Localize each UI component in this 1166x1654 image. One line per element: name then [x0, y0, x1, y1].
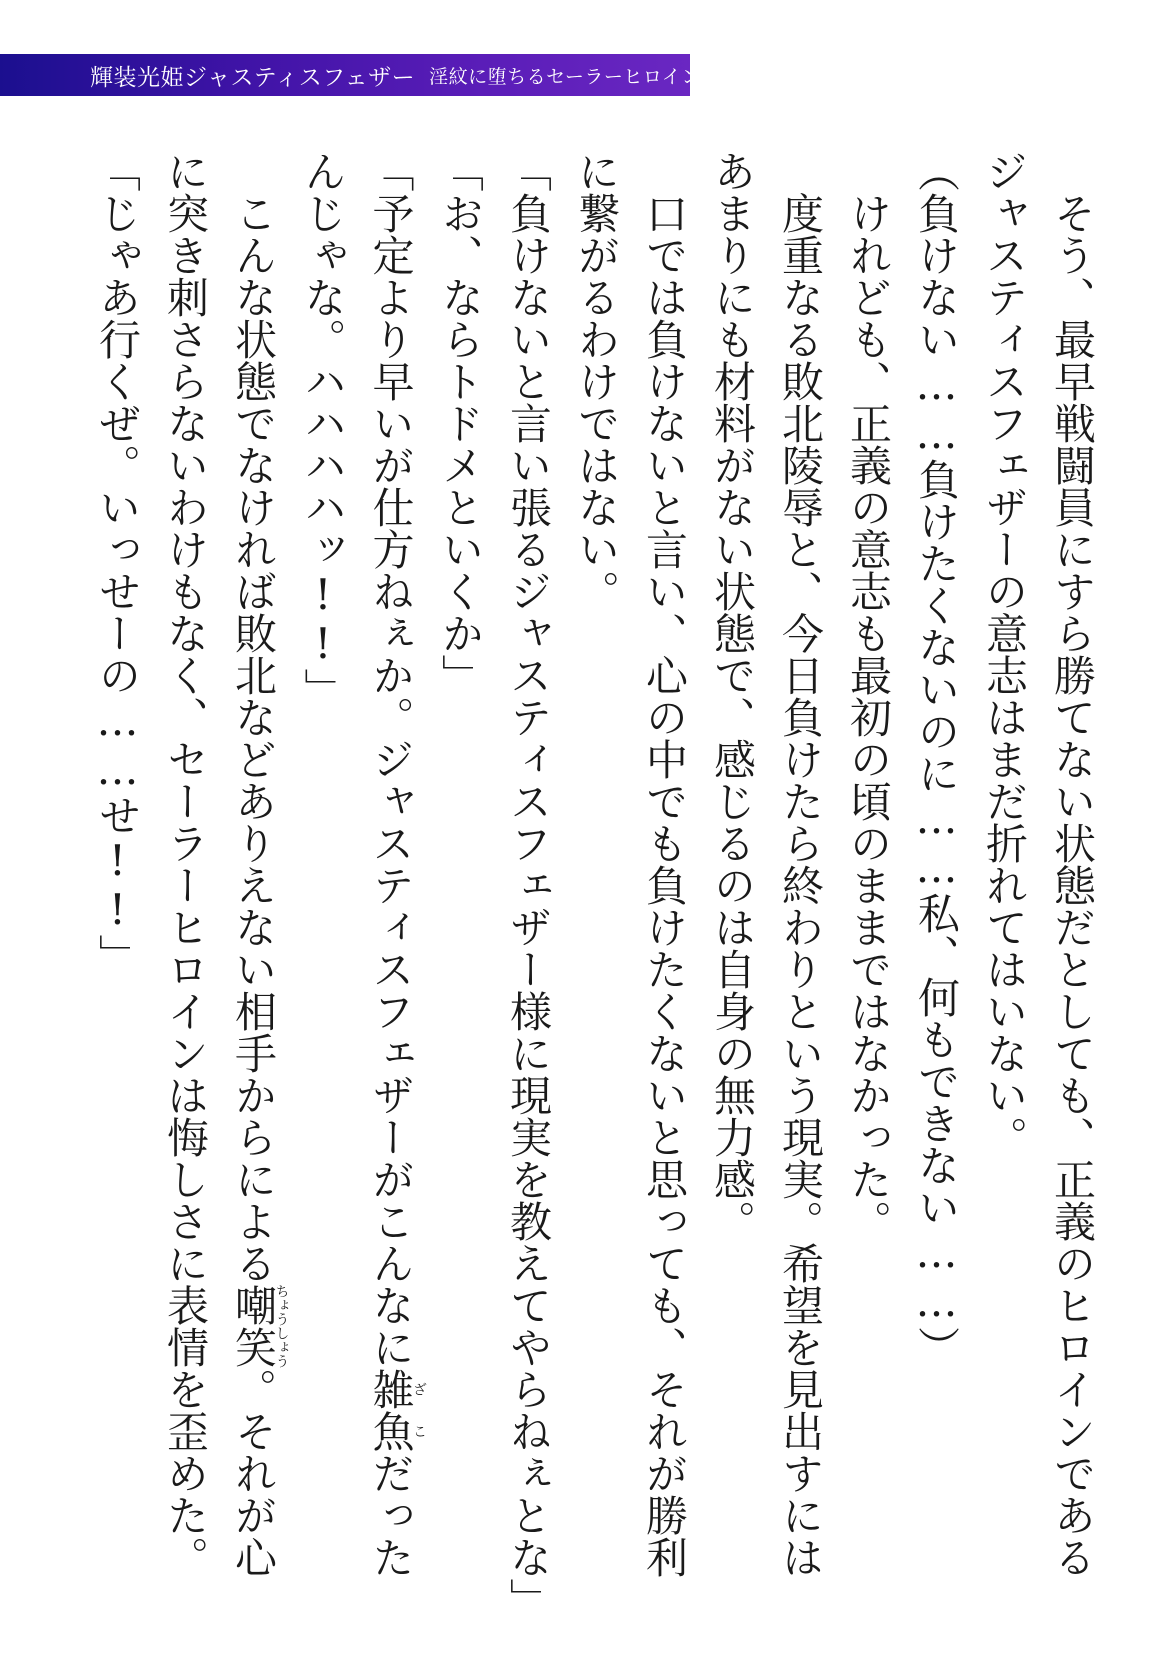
- paragraph-2: （負けない……負けたくないのに……私、何もできない……）: [912, 150, 961, 1368]
- paragraph-9: [151, 150, 289, 1610]
- ruby-choushou-reading: ちょうしょう: [273, 1284, 290, 1368]
- book-subtitle: 淫紋に堕ちるセーラーヒロイン: [429, 65, 701, 88]
- paragraph-6: 「負けないと言い張るジャスティスフェザー様に現実を教えてやらねぇとな」: [504, 150, 553, 1620]
- ruby-choushou-base: 嘲笑: [229, 1284, 278, 1368]
- paragraph-7: 「お、ならトドメといくか」: [436, 150, 485, 696]
- paragraph-10: 「じゃあ行くぜ。いっせーの……せ!!」: [93, 150, 142, 976]
- paragraph-9-part-b: 。それが心に突き刺さらないわけもなく、セーラーヒロインは悔しさに表情を歪めた。: [161, 150, 278, 1578]
- book-title: 輝装光姫ジャスティスフェザー: [90, 64, 416, 91]
- ruby-zako-base: 雑魚: [366, 1368, 416, 1452]
- paragraph-4: 度重なる敗北陵辱と、今日負けたら終わりという現実。希望を見出すにはあまりにも材料がない状態で、感じるのは自身の無力感。: [708, 150, 825, 1578]
- paragraph-1: そう、最早戦闘員にすら勝てない状態だとしても、正義のヒロインであるジャスティスフェザーの意志はまだ折れてはいない。: [980, 150, 1097, 1578]
- paragraph-8: [289, 150, 427, 1610]
- paragraph-5: 口では負けないと言い、心の中でも負けたくないと思っても、それが勝利に繋がるわけではない。: [572, 150, 689, 1578]
- paragraph-8-part-a: 「予定より早いが仕方ねぇか。ジャスティスフェザーがこんなに: [366, 150, 416, 1368]
- ruby-zako: [366, 1368, 427, 1452]
- paragraph-8-part-b: だったんじゃな。ハハハハッ!!」: [298, 150, 416, 1578]
- paragraph-3: けれども、正義の意志も最初の頃のままではなかった。: [844, 192, 893, 1242]
- vertical-text-body: [66, 150, 1106, 1620]
- paragraph-9-part-a: こんな状態でなければ敗北などありえない相手からによる: [229, 192, 278, 1284]
- ruby-zako-reading: ざこ: [411, 1368, 427, 1452]
- ruby-choushou: [229, 1284, 290, 1368]
- header-band: [0, 54, 701, 96]
